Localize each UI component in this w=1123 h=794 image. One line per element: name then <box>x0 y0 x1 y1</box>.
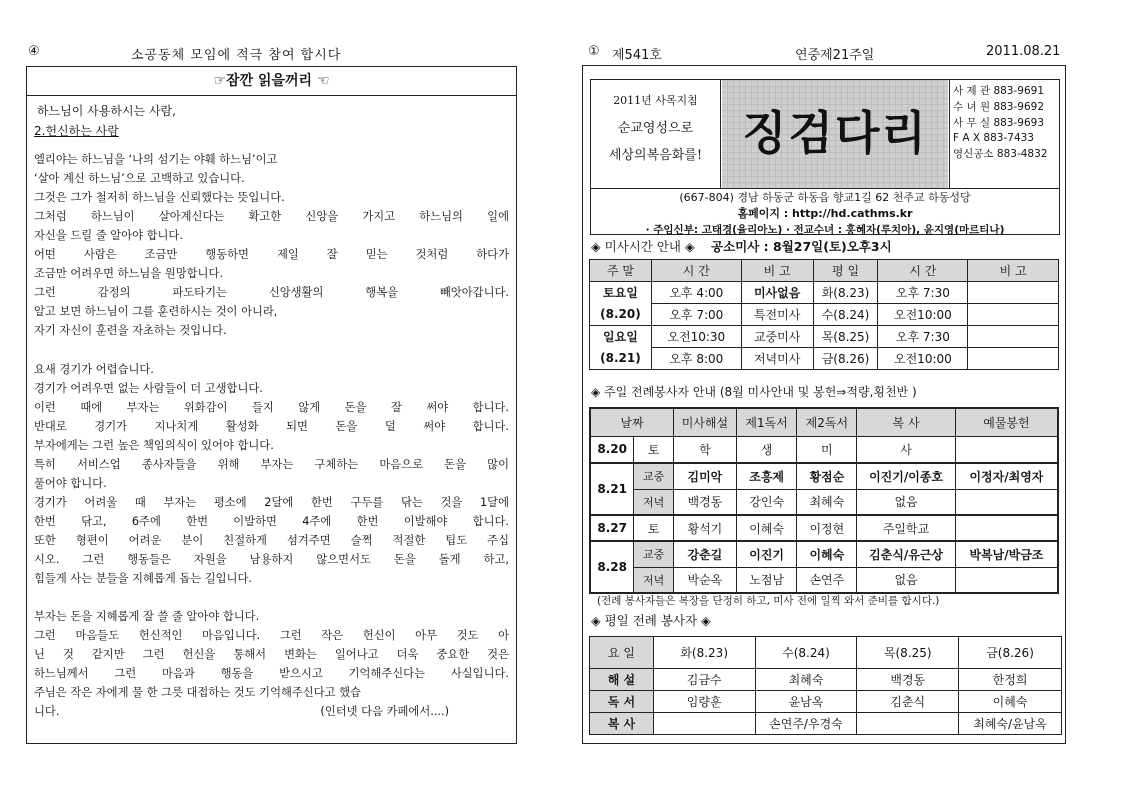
reading-last-text: 니다. <box>34 705 60 719</box>
weekday-row <box>590 669 1062 691</box>
saturday-label: 토요일 <box>590 282 652 304</box>
sunday-name: 연중제21주일 <box>795 48 875 63</box>
phone-entry: F A X 883-7433 <box>953 132 1034 145</box>
phone-entry: 영신공소 883-4832 <box>953 148 1048 161</box>
servers-row <box>590 567 1058 593</box>
church-address: (667-804) 경남 하동군 하동읍 향교1길 62 천주교 하동성당 <box>679 191 971 204</box>
reading-line: 하느님께서 그런 마음과 행동을 받으시고 기억해주신다는 사실입니다. <box>34 667 509 681</box>
weekday-cell: 최혜숙/윤남옥 <box>959 713 1062 735</box>
mass-row <box>590 326 1059 348</box>
servers-cell: 생 <box>736 436 797 463</box>
page-number-right: ① <box>588 44 600 59</box>
servers-cell: 이진기/이종호 <box>857 463 956 489</box>
church-staff: · 주임신부: 고태경(율리아노) · 전교수녀 : 홍혜자(루치아), 윤지영(마르티나) <box>645 224 1005 236</box>
mass-time: 오후 7:00 <box>651 304 741 326</box>
servers-row <box>590 489 1058 515</box>
reading-line: 엘리야는 하느님을 ‘나의 섬기는 야훼 하느님’이고 <box>34 153 278 166</box>
servers-cell: 백경동 <box>674 489 737 515</box>
mass-note: 교중미사 <box>741 326 813 348</box>
weekday-date: 수(8.24) <box>813 304 878 326</box>
reading-line: 닌 것 같지만 그런 헌신을 통해서 변화는 일어나고 더욱 중요한 것은 <box>34 648 509 662</box>
weekday-cell: 백경동 <box>857 669 959 691</box>
reading-line: 경기가 어려우면 없는 사람들이 더 고생합니다. <box>34 381 263 395</box>
servers-kind: 교중 <box>634 463 674 489</box>
mass-row <box>590 348 1059 370</box>
servers-header-cell: 제1독서 <box>736 408 797 436</box>
reading-paragraphs <box>34 150 509 702</box>
servers-row <box>590 463 1058 489</box>
servers-cell: 황점순 <box>797 463 857 489</box>
reading-line: 힘들게 사는 분들을 지혜롭게 돕는 길입니다. <box>34 572 252 586</box>
weekday-cell: 김춘식 <box>857 691 959 713</box>
bulletin-logo: 징검다리 <box>722 80 948 188</box>
reading-line: 주님은 작은 자에게 물 한 그릇 대접하는 것도 기억해주신다고 했습 <box>34 686 361 700</box>
phone-entry: 사 무 실 883-9693 <box>953 116 1044 129</box>
reading-line: 자기 자신이 훈련을 자초하는 것입니다. <box>34 324 227 338</box>
servers-cell <box>955 515 1058 541</box>
motto-line-2: 세상의복음화를! <box>608 148 703 163</box>
reading-line: 어떤 사람은 조금만 행동하면 제일 잘 믿는 것처럼 하다가 <box>34 248 509 262</box>
reading-line: 또한 형편이 어려운 분이 친절하게 섬겨주면 슬쩍 적절한 팁도 주십 <box>34 533 509 547</box>
reading-line: 요새 경기가 어렵습니다. <box>34 362 154 376</box>
servers-cell: 이혜숙 <box>736 515 797 541</box>
servers-kind: 교중 <box>634 541 674 567</box>
weekday-cell: 손연주/우경숙 <box>755 713 857 735</box>
reading-line: 시오. 그런 행동들은 자원을 남용하지 않으면서도 돈을 돌게 하고, <box>34 552 509 566</box>
weekday-note <box>968 326 1059 348</box>
mass-note: 미사없음 <box>741 282 813 304</box>
mass-row <box>590 282 1059 304</box>
sunday-servers-table <box>589 407 1059 594</box>
sunday-date: (8.21) <box>590 348 652 370</box>
mass-time: 오후 8:00 <box>651 348 741 370</box>
servers-header-cell: 미사해설 <box>674 408 737 436</box>
servers-cell: 김미악 <box>674 463 737 489</box>
mass-header-cell: 주 말 <box>590 260 652 282</box>
reading-line: 그것은 그가 철저히 하느님을 신뢰했다는 뜻입니다. <box>34 191 285 205</box>
servers-date: 8.20 <box>590 436 634 463</box>
servers-cell: 손연주 <box>797 567 857 593</box>
saturday-date: (8.20) <box>590 304 652 326</box>
servers-cell: 사 <box>857 436 956 463</box>
weekday-label: 해 설 <box>590 669 654 691</box>
church-homepage[interactable]: 홈페이지 : http://hd.cathms.kr <box>737 207 913 220</box>
servers-cell: 노점남 <box>736 567 797 593</box>
reading-line: 알고 보면 하느님이 그를 훈련하시는 것이 아니라, <box>34 305 278 319</box>
issue-date: 2011.08.21 <box>986 44 1061 59</box>
weekday-cell <box>653 713 755 735</box>
servers-cell <box>955 436 1058 463</box>
weekday-cell: 윤남옥 <box>755 691 857 713</box>
issue-number: 제541호 <box>612 48 662 63</box>
servers-row <box>590 541 1058 567</box>
servers-cell <box>955 567 1058 593</box>
weekday-label: 요 일 <box>590 637 654 669</box>
church-info <box>591 188 1059 238</box>
phone-entry: 사 제 관 883-9691 <box>953 85 1044 97</box>
servers-note: (전례 봉사자들은 복장을 단정히 하고, 미사 전에 일찍 와서 준비를 합시다.) <box>597 595 940 607</box>
servers-cell: 이정현 <box>797 515 857 541</box>
mass-note: 특전미사 <box>741 304 813 326</box>
phone-list <box>949 80 1060 188</box>
page-number-left: ④ <box>28 44 40 59</box>
mass-header-cell: 비 고 <box>741 260 813 282</box>
weekday-time: 오전10:00 <box>878 304 968 326</box>
weekday-row <box>590 713 1062 735</box>
servers-cell: 미 <box>797 436 857 463</box>
servers-cell: 황석기 <box>674 515 737 541</box>
sunday-label: 일요일 <box>590 326 652 348</box>
weekday-cell: 이혜숙 <box>959 691 1062 713</box>
weekday-time: 오전10:00 <box>878 348 968 370</box>
weekday-label: 복 사 <box>590 713 654 735</box>
servers-cell: 이정자/최영자 <box>955 463 1058 489</box>
weekday-label: 독 서 <box>590 691 654 713</box>
servers-row <box>590 436 1058 463</box>
weekday-cell: 임량훈 <box>653 691 755 713</box>
servers-cell: 박복남/박금조 <box>955 541 1058 567</box>
servers-cell: 박순옥 <box>674 567 737 593</box>
servers-cell: 강춘길 <box>674 541 737 567</box>
paragraph-gap <box>34 340 509 359</box>
reading-line: 그런 감정의 파도타기는 신앙생활의 행복을 빼앗아갑니다. <box>34 286 509 300</box>
weekday-date: 목(8.25) <box>813 326 878 348</box>
reading-line: 조금만 어려우면 하느님을 원망합니다. <box>34 267 223 281</box>
reading-line: 이런 때에 부자는 위화감이 들지 않게 돈을 잘 써야 합니다. <box>34 400 509 414</box>
phone-entry: 수 녀 원 883-9692 <box>953 100 1044 113</box>
reading-line: 풀어야 합니다. <box>34 476 107 490</box>
reading-source: (인터넷 다음 카페에서....) <box>320 705 449 719</box>
servers-kind: 저녁 <box>634 567 674 593</box>
reading-line: 반대로 경기가 지나치게 활성화 되면 돈을 덜 써야 합니다. <box>34 419 509 433</box>
mass-header-cell: 시 간 <box>651 260 741 282</box>
servers-date: 8.21 <box>590 463 634 515</box>
weekday-servers-title: ◈ 평일 전례 봉사자 ◈ <box>591 613 711 628</box>
mass-note: 저녁미사 <box>741 348 813 370</box>
motto-line-1: 순교영성으로 <box>617 121 694 136</box>
servers-cell: 이진기 <box>736 541 797 567</box>
weekday-cell: 최혜숙 <box>755 669 857 691</box>
servers-date: 8.28 <box>590 541 634 593</box>
reading-line: 부자는 돈을 지혜롭게 잘 쓸 줄 알아야 합니다. <box>34 610 260 624</box>
mass-time: 오후 4:00 <box>651 282 741 304</box>
servers-cell: 최혜숙 <box>797 489 857 515</box>
weekday-header-row <box>590 637 1062 669</box>
sunday-servers-title: ◈ 주일 전례봉사자 안내 (8월 미사안내 및 봉헌⇒적량,횡천반 ) <box>591 385 917 399</box>
servers-cell: 강인숙 <box>736 489 797 515</box>
servers-header-cell: 복 사 <box>857 408 956 436</box>
reading-line: 경기가 어려울 때 부자는 평소에 2달에 한번 구두를 닦는 것을 1달에 <box>34 495 509 509</box>
weekday-cell: 금(8.26) <box>959 637 1062 669</box>
reading-last-line <box>34 702 509 721</box>
servers-date: 8.27 <box>590 515 634 541</box>
weekday-note <box>968 282 1059 304</box>
reading-line: 그처럼 하느님이 살아계신다는 확고한 신앙을 가지고 하느님의 일에 <box>34 210 509 224</box>
weekday-cell <box>857 713 959 735</box>
servers-cell: 주일학교 <box>857 515 956 541</box>
reading-line: 그런 마음들도 헌신적인 마음입니다. 그런 작은 헌신이 아무 것도 아 <box>34 629 509 643</box>
mass-schedule-title: ◈ 미사시간 안내 ◈ <box>591 239 695 254</box>
servers-cell: 김춘식/유근상 <box>857 541 956 567</box>
weekday-cell: 목(8.25) <box>857 637 959 669</box>
weekday-row <box>590 691 1062 713</box>
weekday-note <box>968 304 1059 326</box>
weekday-date: 화(8.23) <box>813 282 878 304</box>
weekday-note <box>968 348 1059 370</box>
servers-cell: 없음 <box>857 567 956 593</box>
servers-header-row <box>590 408 1058 436</box>
reading-line: 부자에게는 그런 높은 책임의식이 있어야 합니다. <box>34 438 274 452</box>
paragraph-gap <box>34 588 509 607</box>
servers-header-cell: 예물봉헌 <box>955 408 1058 436</box>
weekday-servers-table <box>589 636 1062 735</box>
reading-subheading: 2.헌신하는 사람 <box>34 124 119 138</box>
gongso-mass-notice: 공소미사 : 8월27일(토)오후3시 <box>711 239 892 254</box>
servers-cell: 이혜숙 <box>797 541 857 567</box>
mass-schedule-table <box>589 259 1059 370</box>
masthead <box>590 79 1060 235</box>
motto-caption: 2011년 사목지침 <box>613 94 698 107</box>
reading-line: 특히 서비스업 종사자들을 위해 부자는 구체하는 마음으로 돈을 많이 <box>34 457 509 471</box>
mass-header-row <box>590 260 1059 282</box>
servers-row <box>590 515 1058 541</box>
weekday-cell: 수(8.24) <box>755 637 857 669</box>
reading-body <box>27 96 516 721</box>
servers-cell <box>955 489 1058 515</box>
mass-header-cell: 평 일 <box>813 260 878 282</box>
mass-time: 오전10:30 <box>651 326 741 348</box>
mass-header-cell: 비 고 <box>968 260 1059 282</box>
reading-line: 자신을 드릴 줄 알아야 합니다. <box>34 229 183 243</box>
reading-box <box>26 66 517 744</box>
servers-cell: 학 <box>674 436 737 463</box>
reading-line: 한번 닦고, 6주에 한번 이발하면 4주에 한번 이발해야 합니다. <box>34 514 509 528</box>
motto-panel <box>591 80 721 188</box>
mass-row <box>590 304 1059 326</box>
weekday-time: 오후 7:30 <box>878 282 968 304</box>
weekday-cell: 김금수 <box>653 669 755 691</box>
slogan: 소공동체 모임에 적극 참여 합시다 <box>131 48 342 63</box>
reading-line: ‘살아 계신 하느님’으로 고백하고 있습니다. <box>34 172 245 186</box>
reading-heading: 하느님이 사용하시는 사람, <box>37 104 176 118</box>
weekday-date: 금(8.26) <box>813 348 878 370</box>
reading-title: ☞잠깐 읽을꺼리 ☜ <box>27 67 516 96</box>
servers-header-cell: 날짜 <box>590 408 674 436</box>
servers-header-cell: 제2독서 <box>797 408 857 436</box>
servers-kind: 저녁 <box>634 489 674 515</box>
servers-day: 토 <box>634 436 674 463</box>
servers-cell: 없음 <box>857 489 956 515</box>
servers-cell: 조흥제 <box>736 463 797 489</box>
servers-day: 토 <box>634 515 674 541</box>
weekday-time: 오후 7:30 <box>878 326 968 348</box>
mass-header-cell: 시 간 <box>878 260 968 282</box>
weekday-cell: 화(8.23) <box>653 637 755 669</box>
weekday-cell: 한정희 <box>959 669 1062 691</box>
